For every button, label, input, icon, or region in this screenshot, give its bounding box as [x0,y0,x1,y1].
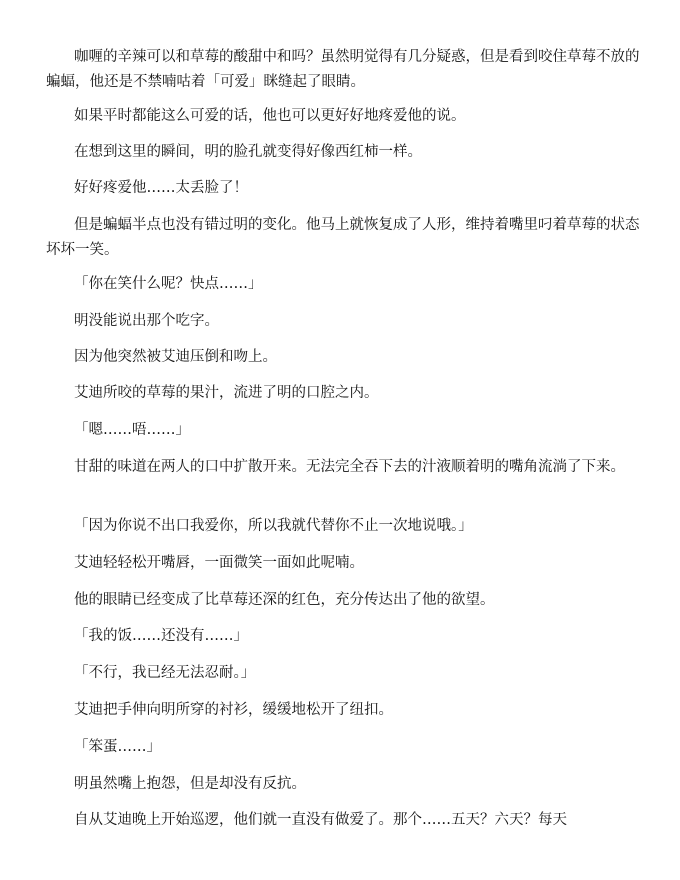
paragraph-17: 艾迪把手伸向明所穿的衬衫，缓缓地松开了纽扣。 [74,702,393,718]
paragraph-6: 「你在笑什么呢？快点……」 [74,276,263,292]
paragraph-4: 好好疼爱他……太丢脸了！ [74,180,248,196]
paragraph-5: 但是蝙蝠半点也没有错过明的变化。他马上就恢复成了人形，维持着嘴里叼着草莓的状态坏坏一笑。 [46,217,640,258]
paragraph-13: 艾迪轻轻松开嘴唇，一面微笑一面如此呢喃。 [74,555,364,571]
paragraph-12: 「因为你说不出口我爱你，所以我就代替你不止一次地说哦。」 [74,518,473,534]
paragraph-11: 甘甜的味道在两人的口中扩散开来。无法完全吞下去的汁液顺着明的嘴角流淌了下来。 [74,459,625,475]
paragraph-14: 他的眼睛已经变成了比草莓还深的红色，充分传达出了他的欲望。 [74,592,495,608]
paragraph-1: 咖喱的辛辣可以和草莓的酸甜中和吗？虽然明觉得有几分疑惑，但是看到咬住草莓不放的蝙蝠，他还是不禁喃咕着「可爱」眯缝起了眼睛。 [46,49,640,90]
paragraph-9: 艾迪所咬的草莓的果汁，流进了明的口腔之内。 [74,385,379,401]
paragraph-3: 在想到这里的瞬间，明的脸孔就变得好像西红柿一样。 [74,144,422,160]
paragraph-7: 明没能说出那个吃字。 [74,313,219,329]
paragraph-2: 如果平时都能这么可爱的话，他也可以更好好地疼爱他的说。 [74,108,466,124]
paragraph-18: 「笨蛋……」 [74,739,161,755]
paragraph-20: 自从艾迪晚上开始巡逻，他们就一直没有做爱了。那个……五天？六天？每天 [74,812,567,828]
paragraph-15: 「我的饭……还没有……」 [74,628,248,644]
paragraph-8: 因为他突然被艾迪压倒和吻上。 [74,349,277,365]
paragraph-19: 明虽然嘴上抱怨，但是却没有反抗。 [74,776,306,792]
paragraph-16: 「不行，我已经无法忍耐。」 [74,665,256,681]
paragraph-10: 「嗯……唔……」 [74,422,190,438]
